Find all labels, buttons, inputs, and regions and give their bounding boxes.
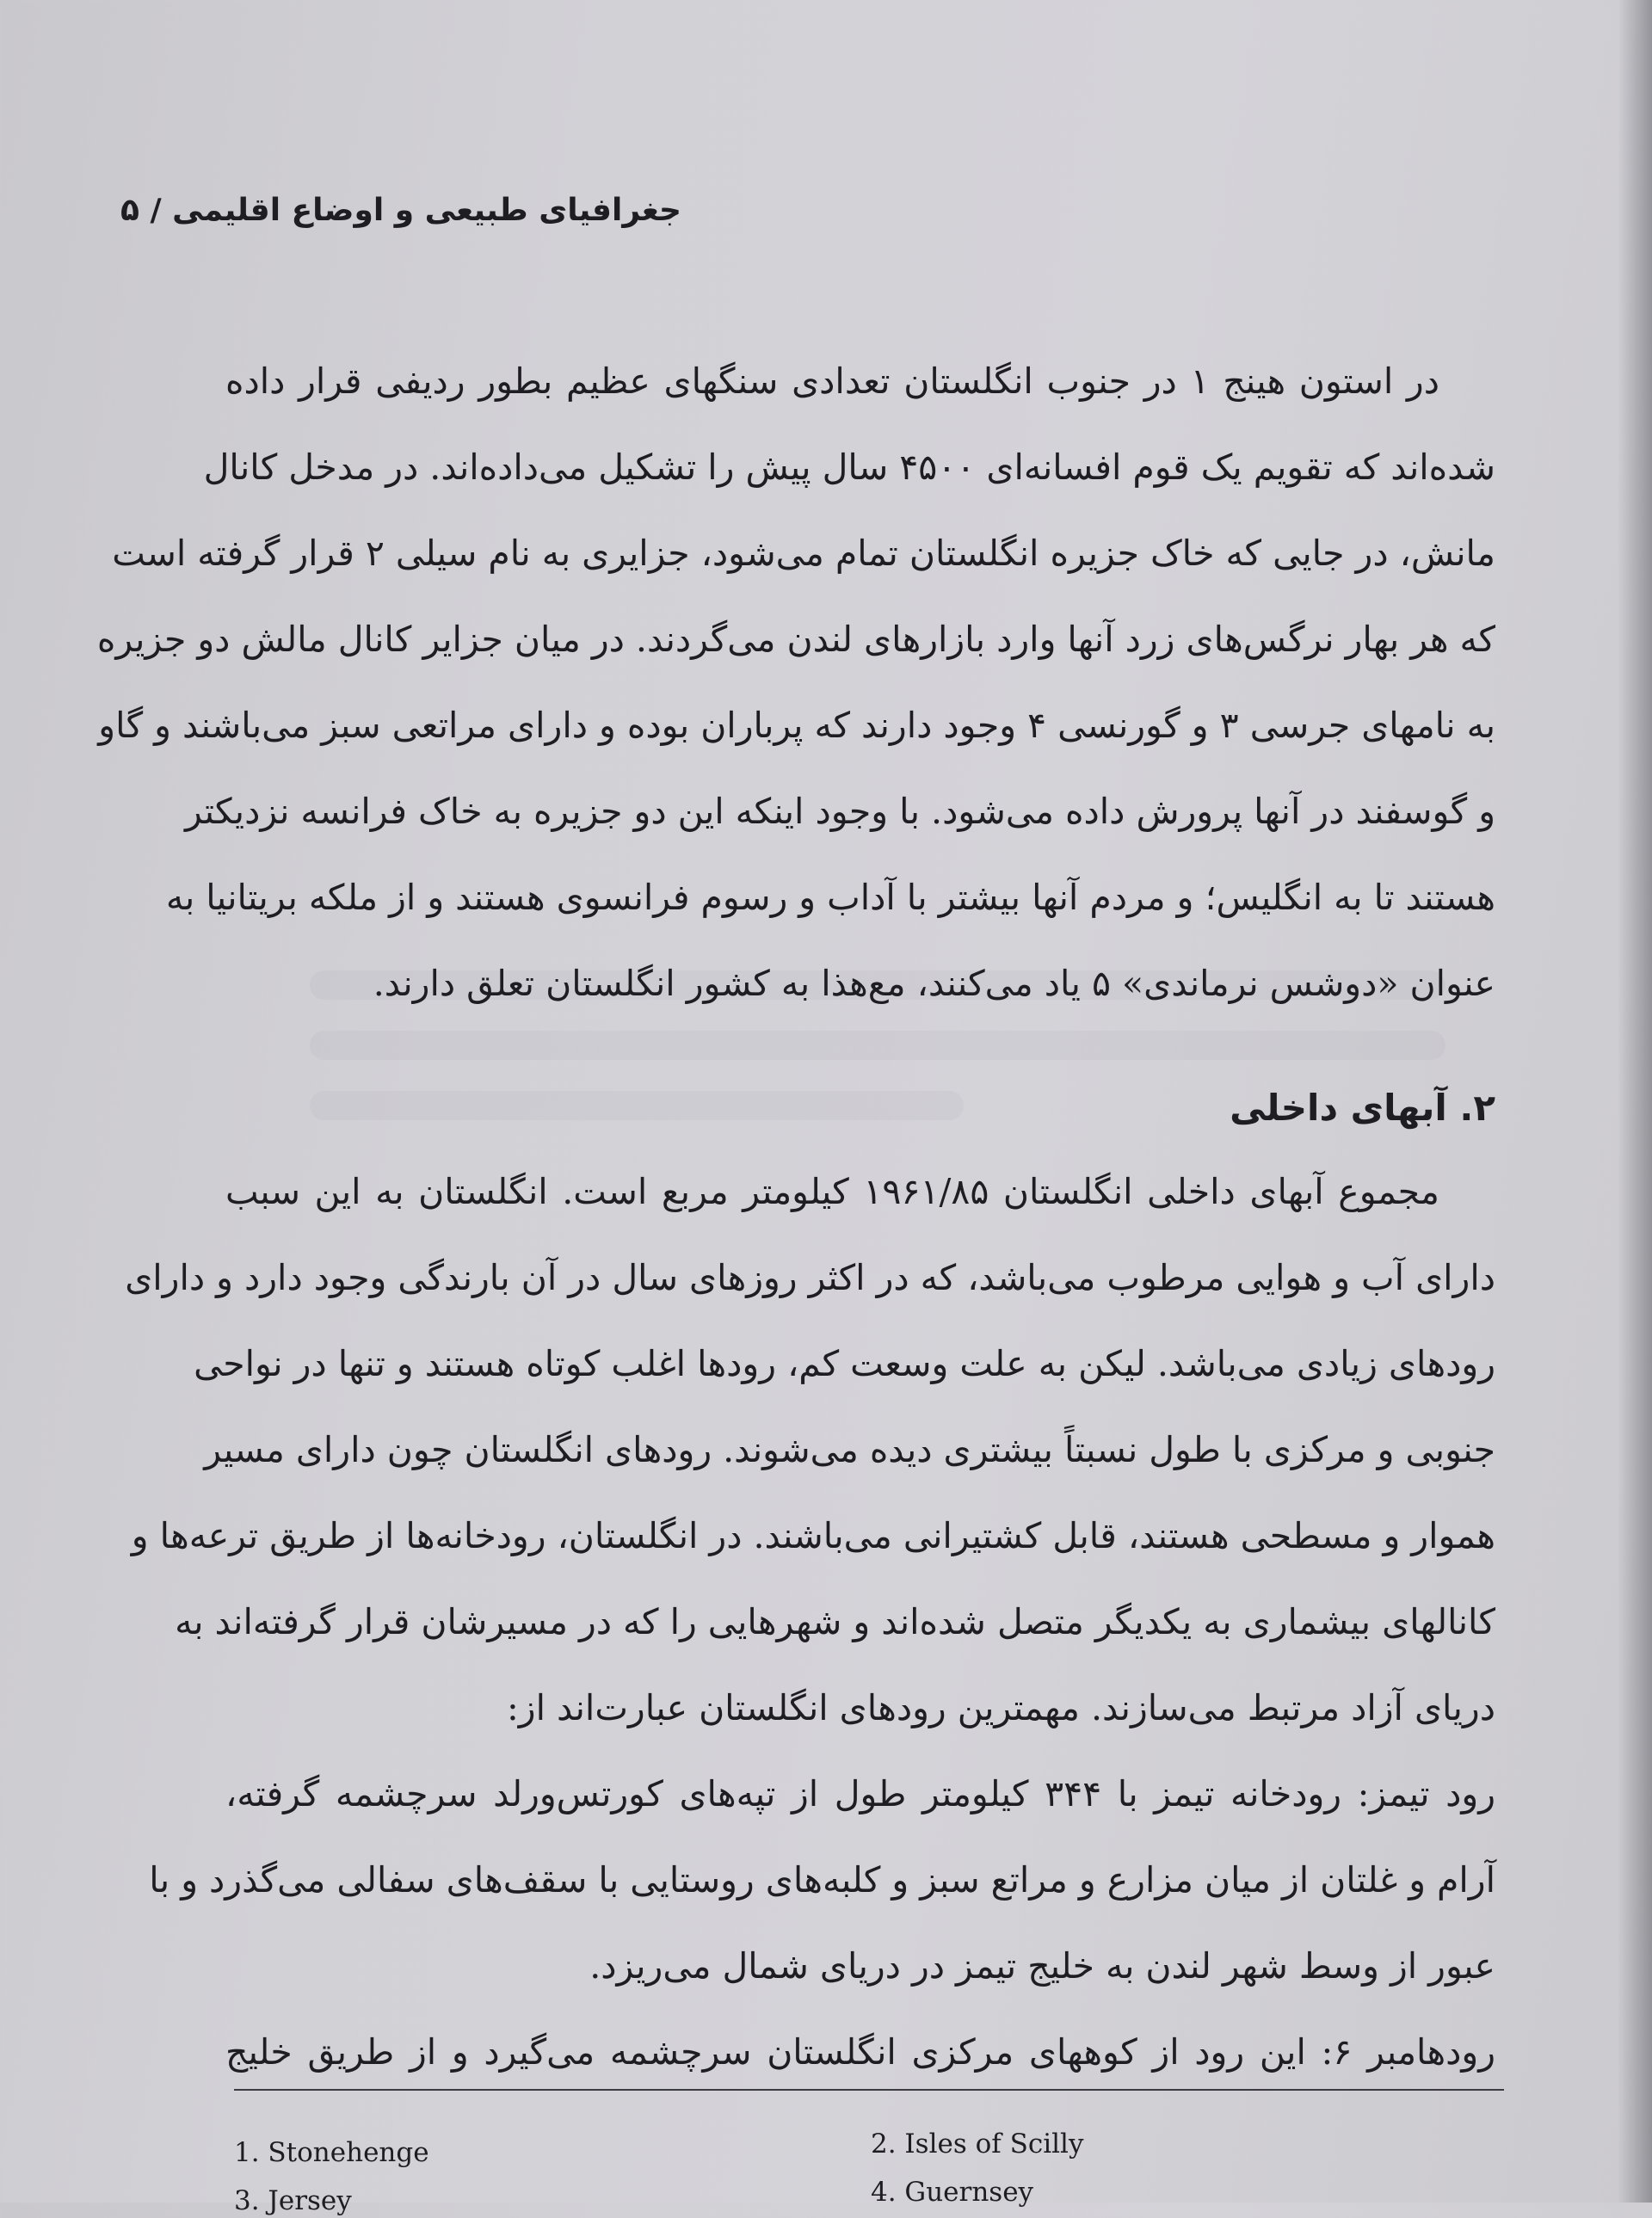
text-line-thames: رود تیمز: رودخانه تیمز با ۳۴۴ کیلومتر طول از تپه‌های کورتس‌ورلد سرچشمه گرفته، bbox=[225, 1773, 1495, 1814]
text-line: و گوسفند در آنها پرورش داده می‌شود. با وجود اینکه این دو جزیره به خاک فرانسه نزدیکتر bbox=[185, 791, 1495, 832]
text-line: مجموع آبهای داخلی انگلستان ۱۹۶۱/۸۵ کیلومتر مربع است. انگلستان به این سبب bbox=[225, 1171, 1440, 1212]
text-line: هستند تا به انگلیس؛ و مردم آنها بیشتر با آداب و رسوم فرانسوی هستند و از ملکه بریتانیا به bbox=[165, 877, 1495, 918]
text-line: عنوان «دوشس نرماندی» ۵ یاد می‌کنند، مع‌هذا به کشور انگلستان تعلق دارند. bbox=[373, 963, 1495, 1004]
text-line: آرام و غلتان از میان مزارع و مراتع سبز و کلبه‌های روستایی با سقف‌های سفالی می‌گذرد و با bbox=[149, 1859, 1495, 1901]
paragraph-2 bbox=[125, 1149, 1495, 2095]
footnote-divider bbox=[234, 2089, 1504, 2091]
bleed-through-mark bbox=[310, 1031, 1446, 1060]
text-line: کانالهای بیشماری به یکدیگر متصل شده‌اند و شهرهایی را که در مسیرشان قرار گرفته‌اند به bbox=[175, 1601, 1495, 1642]
text-line: مانش، در جایی که خاک جزیره انگلستان تمام می‌شود، جزایری به نام سیلی ۲ قرار گرفته است bbox=[112, 533, 1495, 574]
running-header: جغرافیای طبیعی و اوضاع اقلیمی / ۵ bbox=[120, 193, 681, 228]
footnote-2: 2. Isles of Scilly bbox=[871, 2129, 1084, 2159]
paragraph-1 bbox=[96, 338, 1495, 1026]
footnote-3: 3. Jersey bbox=[234, 2185, 352, 2216]
text-line: عبور از وسط شهر لندن به خلیج تیمز در دریای شمال می‌ریزد. bbox=[589, 1945, 1495, 1987]
text-line: هموار و مسطحی هستند، قابل کشتیرانی می‌باشند. در انگلستان، رودخانه‌ها از طریق ترعه‌ها و bbox=[131, 1515, 1495, 1556]
text-line: شده‌اند که تقویم یک قوم افسانه‌ای ۴۵۰۰ سال پیش را تشکیل می‌داده‌اند. در مدخل کانال bbox=[203, 447, 1495, 488]
bleed-through-mark bbox=[310, 1091, 964, 1120]
text-line: رودهای زیادی می‌باشد. لیکن به علت وسعت کم، رودها اغلب کوتاه هستند و تنها در نواحی bbox=[194, 1343, 1495, 1384]
text-line: که هر بهار نرگس‌های زرد آنها وارد بازارهای لندن می‌گردند. در میان جزایر کانال مالش دو جزیره bbox=[96, 619, 1495, 660]
text-line: جنوبی و مرکزی با طول نسبتاً بیشتری دیده می‌شوند. رودهای انگلستان چون دارای مسیر bbox=[204, 1429, 1495, 1470]
text-line: در استون هینج ۱ در جنوب انگلستان تعدادی سنگهای عظیم بطور ردیفی قرار داده bbox=[225, 360, 1439, 402]
text-line-humber: رودهامبر ۶: این رود از کوههای مرکزی انگلستان سرچشمه می‌گیرد و از طریق خلیج bbox=[225, 2031, 1495, 2073]
text-line: به نامهای جرسی ۳ و گورنسی ۴ وجود دارند که پرباران بوده و دارای مراتعی سبز می‌باشند و گاو bbox=[98, 705, 1495, 746]
page-edge-shadow bbox=[1618, 0, 1652, 2203]
text-line: دریای آزاد مرتبط می‌سازند. مهمترین رودهای انگلستان عبارت‌اند از: bbox=[506, 1687, 1495, 1728]
section-heading: ۲. آبهای داخلی bbox=[1230, 1087, 1495, 1129]
footnote-4: 4. Guernsey bbox=[871, 2177, 1034, 2208]
footnote-1: 1. Stonehenge bbox=[234, 2137, 429, 2168]
text-line: دارای آب و هوایی مرطوب می‌باشد، که در اکثر روزهای سال در آن بارندگی وجود دارد و دارای bbox=[125, 1257, 1495, 1298]
